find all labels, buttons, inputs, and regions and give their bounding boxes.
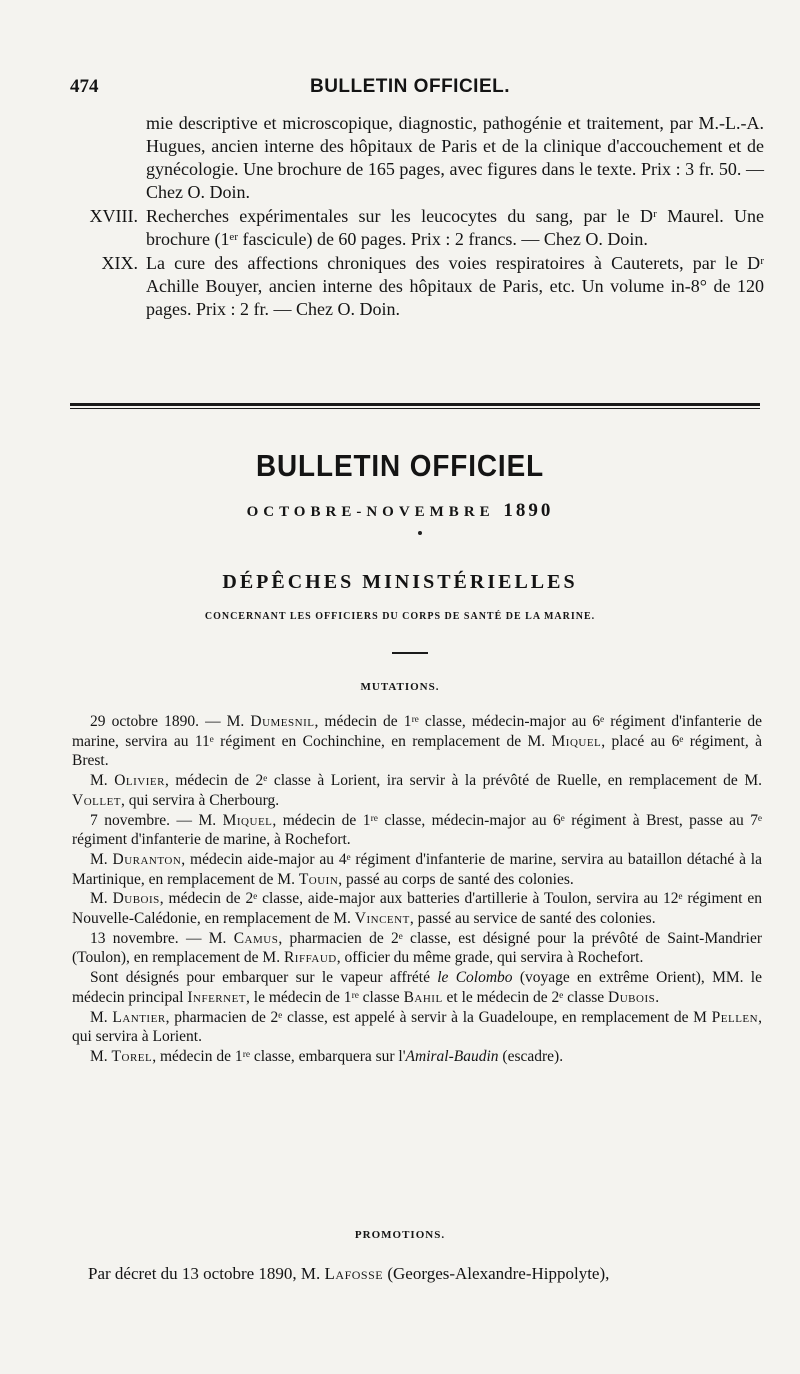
text-run: , médecin de 1ʳᵉ classe, embarquera sur l' — [152, 1047, 406, 1065]
text-run: , placé au 6ᵉ régiment, à Brest. — [72, 732, 762, 770]
bulletin-year: 1890 — [503, 500, 554, 521]
page-number: 474 — [70, 76, 99, 97]
text-run: M. — [90, 1047, 112, 1065]
ship-name: Amiral-Baudin — [405, 1047, 499, 1065]
person-name: Vincent — [354, 910, 410, 928]
bibliography-entry — [74, 205, 764, 251]
text-run: (escadre). — [498, 1047, 564, 1065]
text-run: M. — [90, 772, 115, 790]
bibliography-entry-continued — [74, 112, 764, 204]
person-name: Lafosse — [324, 1264, 384, 1283]
running-title: BULLETIN OFFICIEL. — [309, 76, 511, 97]
text-run: , officier du même grade, qui servira à Rochefort. — [336, 949, 644, 967]
person-name: Vollet — [72, 791, 122, 809]
bibliography-list — [74, 112, 764, 322]
promotions-first-line — [88, 1264, 764, 1284]
person-name: Dubois — [608, 988, 656, 1006]
text-run: , pharmacien de 2ᵉ classe, est appelé à servir à la Guadeloupe, en remplacement de M — [165, 1008, 712, 1026]
promotions-heading: PROMOTIONS. — [354, 1229, 446, 1241]
bibliography-entry — [74, 252, 764, 321]
section-divider-thick — [70, 403, 760, 406]
person-name: Bahil — [403, 988, 443, 1006]
section-divider-thin — [70, 408, 760, 409]
text-run: (voyage en extrême Orient), MM. le médecin principal — [72, 969, 762, 1006]
ornament-dot — [418, 531, 422, 535]
text-run: 7 novembre. — M. — [90, 811, 223, 829]
bibliography-text: Recherches expérimentales sur les leucocytes du sang, par le Dʳ Maurel. Une brochure (1ᵉʳ fascicule) de 60 pages. Prix : 2 francs. — Chez O. Doin. — [146, 206, 764, 249]
text-run: M. — [90, 890, 113, 908]
text-run: , le médecin de 1ʳᵉ classe — [246, 988, 404, 1006]
paragraph — [72, 850, 762, 889]
bibliography-text: La cure des affections chroniques des voies respiratoires à Cauterets, par le Dʳ Achille Bouyer, ancien interne des hôpitaux de Paris, etc. Un volume in-8° de 120 pages. Prix : 2 fr. — Chez O. Doin. — [146, 253, 764, 319]
text-run: , qui servira à Lorient. — [72, 1008, 762, 1046]
text-run: , médecin de 2ᵉ classe à Lorient, ira servir à la prévôté de Ruelle, en remplacement de M. — [164, 772, 762, 790]
entry-number: XVIII. — [89, 206, 138, 226]
paragraph — [72, 811, 762, 850]
bulletin-title: BULLETIN OFFICIEL — [255, 448, 545, 483]
text-run: (Georges-Alexandre-Hippolyte), — [383, 1264, 610, 1283]
text-run: . — [655, 988, 660, 1006]
text-run: Sont désignés pour embarquer sur le vapeur affrété — [90, 969, 438, 987]
paragraph — [72, 968, 762, 1007]
text-run: 13 novembre. — M. — [90, 929, 234, 947]
mutations-heading: MUTATIONS. — [360, 681, 440, 693]
short-rule — [392, 652, 428, 654]
person-name: Miquel — [551, 732, 602, 750]
person-name: Riffaud — [283, 949, 337, 967]
text-run: et le médecin de 2ᵉ classe — [442, 988, 609, 1006]
text-run: Par décret du 13 octobre 1890, M. — [88, 1264, 325, 1283]
bulletin-months: OCTOBRE-NOVEMBRE — [246, 504, 495, 520]
text-run: , médecin de 1ʳᵉ classe, médecin-major au 6ᵉ régiment à Brest, passe au 7ᵉ régiment d'infanterie de marine, à Rochefort. — [72, 811, 762, 849]
text-run: , médecin aide-major au 4ᵉ régiment d'infanterie de marine, servira au bataillon détaché à la Martinique, en remplacement de M. — [72, 850, 762, 888]
bibliography-text: mie descriptive et microscopique, diagnostic, pathogénie et traitement, par M.-L.-A. Hugues, ancien interne des hôpitaux de Paris et de la clinique d'accouchement et de gynécologie. Une brochure de 165 pages, avec figures dans le texte. Prix : 3 fr. 50. — Chez O. Doin. — [146, 113, 764, 202]
text-run: , qui servira à Cherbourg. — [121, 791, 280, 809]
text-run: , pharmacien de 2ᵉ classe, est désigné pour la prévôté de Saint-Mandrier (Toulon), en remplacement de M. — [72, 929, 763, 967]
text-run: , passé au service de santé des colonies. — [409, 910, 656, 928]
text-run: M. — [90, 850, 113, 868]
person-name: Miquel — [222, 811, 273, 829]
text-run: , médecin de 1ʳᵉ classe, médecin-major au 6ᵉ régiment d'infanterie de marine, servira au 11ᵉ régiment en Cochinchine, en remplacement de M. — [72, 713, 762, 750]
bulletin-date — [0, 500, 800, 522]
person-name: Pellen — [711, 1008, 759, 1026]
paragraph — [72, 1008, 762, 1047]
paragraph — [72, 771, 762, 810]
running-header — [70, 76, 750, 102]
section-subtitle: CONCERNANT LES OFFICIERS DU CORPS DE SANTÉ DE LA MARINE. — [204, 611, 596, 622]
mutations-body — [72, 712, 762, 1067]
person-name: Lantier — [112, 1008, 166, 1026]
person-name: Touin — [298, 870, 339, 888]
person-name: Torel — [111, 1047, 153, 1065]
paragraph — [72, 889, 762, 928]
text-run: , passé au corps de santé des colonies. — [338, 870, 574, 888]
person-name: Camus — [233, 929, 279, 947]
person-name: Dubois — [112, 890, 160, 908]
section-title: DÉPÊCHES MINISTÉRIELLES — [222, 571, 578, 593]
text-run: , médecin de 2ᵉ classe, aide-major aux batteries d'artillerie à Toulon, servira au 12ᵉ régiment en Nouvelle-Calédonie, en remplacement de M. — [72, 890, 762, 928]
text-run: 29 octobre 1890. — M. — [90, 713, 251, 730]
entry-number: XIX. — [101, 253, 138, 273]
person-name: Olivier — [114, 772, 165, 790]
person-name: Infernet — [187, 988, 247, 1006]
person-name: Dumesnil — [250, 713, 315, 730]
person-name: Duranton — [112, 850, 182, 868]
paragraph — [72, 929, 762, 968]
paragraph — [72, 712, 762, 771]
paragraph — [72, 1047, 762, 1067]
text-run: M. — [90, 1008, 113, 1026]
ship-name: le Colombo — [437, 969, 513, 987]
